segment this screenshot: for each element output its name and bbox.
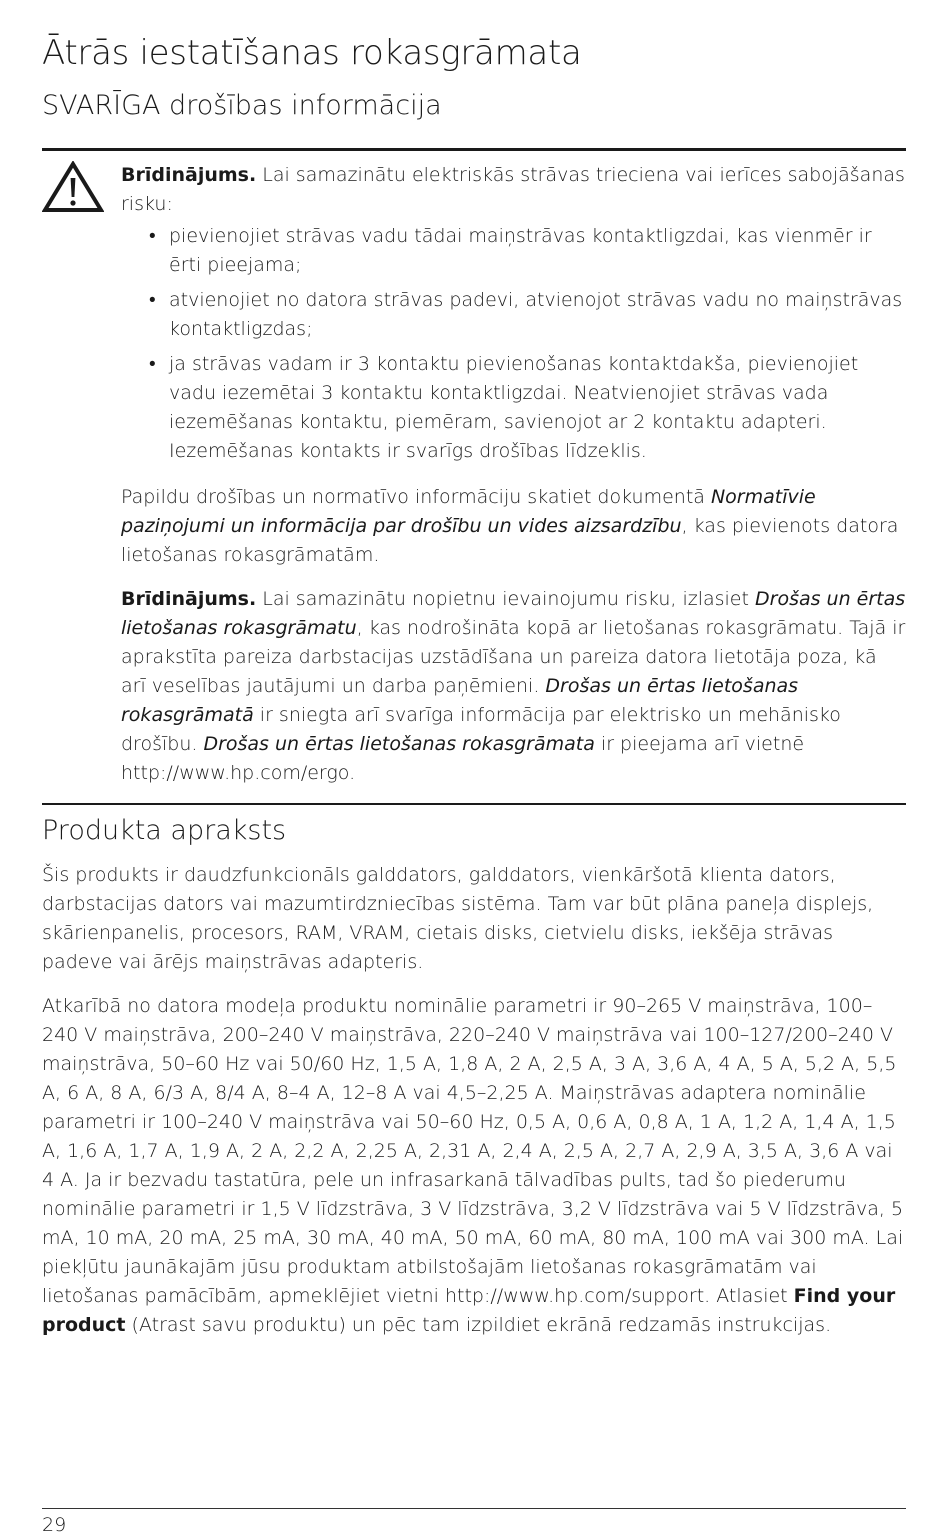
footer-divider <box>42 1508 906 1509</box>
list-item: • ja strāvas vadam ir 3 kontaktu pievienošanas kontaktdakša, pievienojiet vadu iezemētai 3 kontaktu kontaktligzdai. Neatvienojiet strāvas vada iezemēšanas kontaktu, piemēram, savienojot ar 2 kontaktu adapteri. Iezemēšanas kontakts ir svarīgs drošības līdzeklis. <box>121 350 906 466</box>
safety-heading: SVARĪGA drošības informācija <box>42 90 442 121</box>
product-paragraph-2 <box>42 992 906 1340</box>
document-page <box>42 30 906 1355</box>
section-divider <box>42 803 906 805</box>
warning-paragraph-2 <box>121 585 906 788</box>
warning-triangle-icon <box>42 161 104 213</box>
warning-label: Brīdinājums. <box>121 164 257 186</box>
warning-label: Brīdinājums. <box>121 588 257 610</box>
warning-text: Lai samazinātu nopietnu ievainojumu risku, izlasiet <box>256 588 755 610</box>
regulatory-document-title: Normatīvie paziņojumi un informācija par drošību un vides aizsardzību <box>121 486 816 537</box>
warning-text: ir sniegta arī svarīga informācija par elektrisko un mehānisko drošību. <box>121 704 841 755</box>
warning-bullet-list <box>121 222 906 466</box>
warning-text: Lai samazinātu elektriskās strāvas trieciena vai ierīces sabojāšanas risku: <box>121 164 905 215</box>
list-item: • pievienojiet strāvas vadu tādai maiņstrāvas kontaktligzdai, kas vienmēr ir ērti pieejama; <box>121 222 906 280</box>
guide-title: Drošas un ērtas lietošanas rokasgrāmatā <box>121 675 799 726</box>
regulatory-paragraph <box>121 483 906 570</box>
warning-paragraph-1 <box>121 161 906 219</box>
warning-text: ir pieejama arī vietnē http://www.hp.com/ergo. <box>121 733 805 784</box>
guide-title: Drošas un ērtas lietošanas rokasgrāmata <box>203 733 595 755</box>
find-product-label: Find your product <box>42 1285 896 1336</box>
list-item: • atvienojiet no datora strāvas padevi, atvienojot strāvas vadu no maiņstrāvas kontaktligzdas; <box>121 286 906 344</box>
guide-title: Drošas un ērtas lietošanas rokasgrāmatu <box>121 588 906 639</box>
product-description-heading: Produkta apraksts <box>42 815 287 846</box>
document-title: Ātrās iestatīšanas rokasgrāmata <box>42 33 582 73</box>
regulatory-text: Papildu drošības un normatīvo informāciju skatiet dokumentā <box>121 486 711 508</box>
page-number: 29 <box>42 1514 67 1536</box>
product-paragraph-1: Šis produkts ir daudzfunkcionāls galddators, galddators, vienkāršotā klienta dators, darbstacijas dators vai mazumtirdzniecības sistēma. Tam var būt plāna paneļa displejs, skārienpanelis, procesors, RAM, VRAM, cietais disks, cietvielu disks, iekšēja strāvas padeve vai ārējs maiņstrāvas adapteris. <box>42 864 874 973</box>
ratings-text-end: (Atrast savu produktu) un pēc tam izpildiet ekrānā redzamās instrukcijas. <box>125 1314 832 1336</box>
safety-warning-block <box>42 151 906 788</box>
warning-text: , kas nodrošināta kopā ar lietošanas rokasgrāmatu. Tajā ir aprakstīta pareiza darbstacijas uzstādīšana un pareiza datora lietotāja poza, kā arī veselības jautājumi un darba paņēmieni. <box>121 617 906 697</box>
regulatory-text-end: , kas pievienots datora lietošanas rokasgrāmatām. <box>121 515 899 566</box>
ratings-text: Atkarībā no datora modeļa produktu nominālie parametri ir 90–265 V maiņstrāva, 100–240 V maiņstrāva, 200–240 V maiņstrāva, 220–240 V maiņstrāva vai 100–127/200–240 V maiņstrāva, 50–60 Hz vai 50/60 Hz, 1,5 A, 1,8 A, 2 A, 2,5 A, 3 A, 3,6 A, 4 A, 5 A, 5,2 A, 5,5 A, 6 A, 8 A, 6/3 A, 8/4 A, 8–4 A, 12–8 A vai 4,5–2,25 A. Maiņstrāvas adaptera nominālie parametri ir 100–240 V maiņstrāva vai 50–60 Hz, 0,5 A, 0,6 A, 0,8 A, 1 A, 1,2 A, 1,4 A, 1,5 A, 1,6 A, 1,7 A, 1,9 A, 2 A, 2,2 A, 2,25 A, 2,31 A, 2,4 A, 2,5 A, 2,7 A, 2,9 A, 3,5 A, 3,6 A vai 4 A. Ja ir bezvadu tastatūra, pele un infrasarkanā tālvadības pults, tad šo piederumu nominālie parametri ir 1,5 V līdzstrāva, 3 V līdzstrāva, 3,2 V līdzstrāva vai 5 V līdzstrāva, 5 mA, 10 mA, 20 mA, 25 mA, 30 mA, 40 mA, 50 mA, 60 mA, 80 mA, 100 mA vai 300 mA. Lai piekļūtu jaunākajām jūsu produktam atbilstošajām lietošanas rokasgrāmatām vai lietošanas pamācībām, apmeklējiet vietni http://www.hp.com/support. Atlasiet <box>42 995 904 1307</box>
